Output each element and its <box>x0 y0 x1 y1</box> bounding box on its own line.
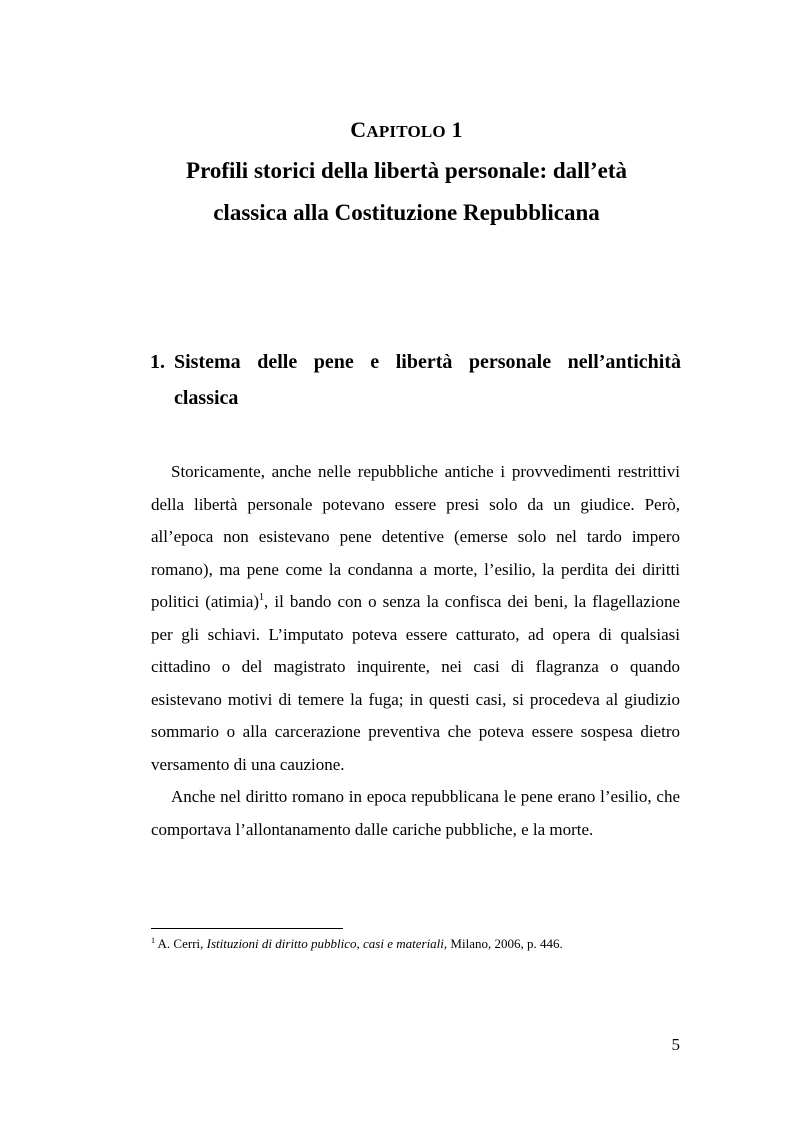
paragraph-1-text-b: , il bando con o senza la confisca dei beni, la flagellazione per gli schiavi. L’imputato poteva essere catturato, ad opera di qualsiasi cittadino o del magistrato inquirente, nei casi di flagranza o quando esistevano motivi di temere la fuga; in questi casi, si procedeva al giudizio sommario o alla carcerazione preventiva che poteva essere sospesa dietro versamento di una cauzione. <box>151 592 680 774</box>
footnote-reference[interactable]: 1 <box>259 592 265 603</box>
section-heading <box>150 344 681 416</box>
page-number: 5 <box>671 1035 680 1054</box>
footnote-details: , Milano, 2006, p. 446. <box>443 936 563 951</box>
chapter-label-initial: C <box>350 117 367 142</box>
chapter-title <box>100 150 713 234</box>
paragraph-2: Anche nel diritto romano in epoca repubblicana le pene erano l’esilio, che comportava l’allontanamento dalle cariche pubbliche, e la morte. <box>151 787 680 839</box>
section-number: 1. <box>150 351 165 373</box>
body-text <box>151 456 680 846</box>
footnote-author: A. Cerri, <box>157 936 204 951</box>
section-title-line-1: Sistema delle pene e libertà personale nell’antichità <box>174 351 681 373</box>
footnote-work-title: Istituzioni di diritto pubblico, casi e materiali <box>206 936 444 951</box>
chapter-title-line-1: Profili storici della libertà personale: dall’età <box>186 158 627 183</box>
footnote <box>151 935 691 952</box>
chapter-label-smallcaps: APITOLO <box>366 122 446 141</box>
footnote-divider <box>151 928 343 929</box>
paragraph-1 <box>151 456 680 781</box>
paragraph-1-text-a: Storicamente, anche nelle repubbliche antiche i provvedimenti restrittivi della libertà personale potevano essere presi solo da un giudice. Però, all’epoca non esistevano pene detentive (emerse solo nel tardo impero romano), ma pene come la condanna a morte, l’esilio, la perdita dei diritti politici (atimia) <box>151 462 680 611</box>
chapter-title-line-2: classica alla Costituzione Repubblicana <box>213 200 600 225</box>
footnote-marker: 1 <box>151 936 155 945</box>
chapter-number: 1 <box>451 117 463 142</box>
section-title-line-2: classica <box>174 387 239 409</box>
chapter-label <box>0 116 793 146</box>
